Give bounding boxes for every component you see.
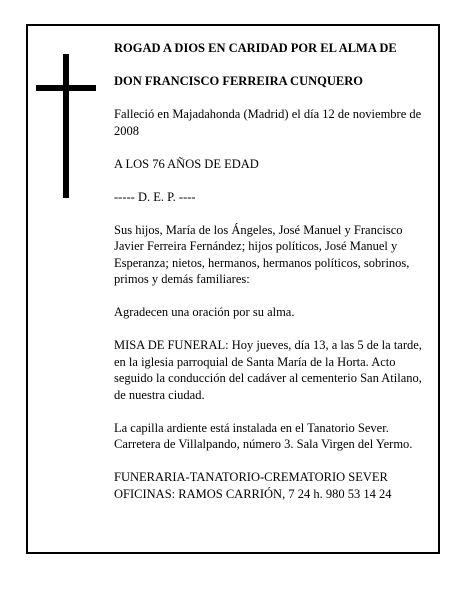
funeral-mass-paragraph: MISA DE FUNERAL: Hoy jueves, día 13, a las 5 de la tarde, en la iglesia parroquial de Santa María de la Horta. Acto seguido la conducción del cadáver al cementerio San Atilano, de nuestra ciudad. <box>114 338 422 402</box>
death-info: Falleció en Majadahonda (Madrid) el día 12 de noviembre de 2008 <box>114 107 422 138</box>
cross-vertical-bar <box>63 54 69 198</box>
rip-line: ----- D. E. P. ---- <box>114 189 196 204</box>
latin-cross-icon <box>36 54 96 198</box>
funeral-home-contact: OFICINAS: RAMOS CARRIÓN, 7 24 h. 980 53 14 24 <box>114 486 392 501</box>
heading-block <box>114 40 422 90</box>
funeral-home-block <box>114 469 422 502</box>
chapel-paragraph: La capilla ardiente está instalada en el Tanatorio Sever. Carretera de Villalpando, número 3. Sala Virgen del Yermo. <box>114 420 413 451</box>
thanks-line: Agradecen una oración por su alma. <box>114 305 295 319</box>
prayer-heading: ROGAD A DIOS EN CARIDAD POR EL ALMA DE <box>114 41 397 55</box>
deceased-name: DON FRANCISCO FERREIRA CUNQUERO <box>114 74 363 88</box>
funeral-home-name: FUNERARIA-TANATORIO-CREMATORIO SEVER <box>114 470 388 484</box>
cross-horizontal-bar <box>36 85 96 91</box>
age-line: A LOS 76 AÑOS DE EDAD <box>114 156 259 171</box>
obituary-text <box>114 40 422 502</box>
family-paragraph: Sus hijos, María de los Ángeles, José Manuel y Francisco Javier Ferreira Fernández; hijos políticos, José Manuel y Esperanza; nietos, hermanos, hermanos políticos, sobrinos, primos y demás familiares: <box>114 222 410 286</box>
